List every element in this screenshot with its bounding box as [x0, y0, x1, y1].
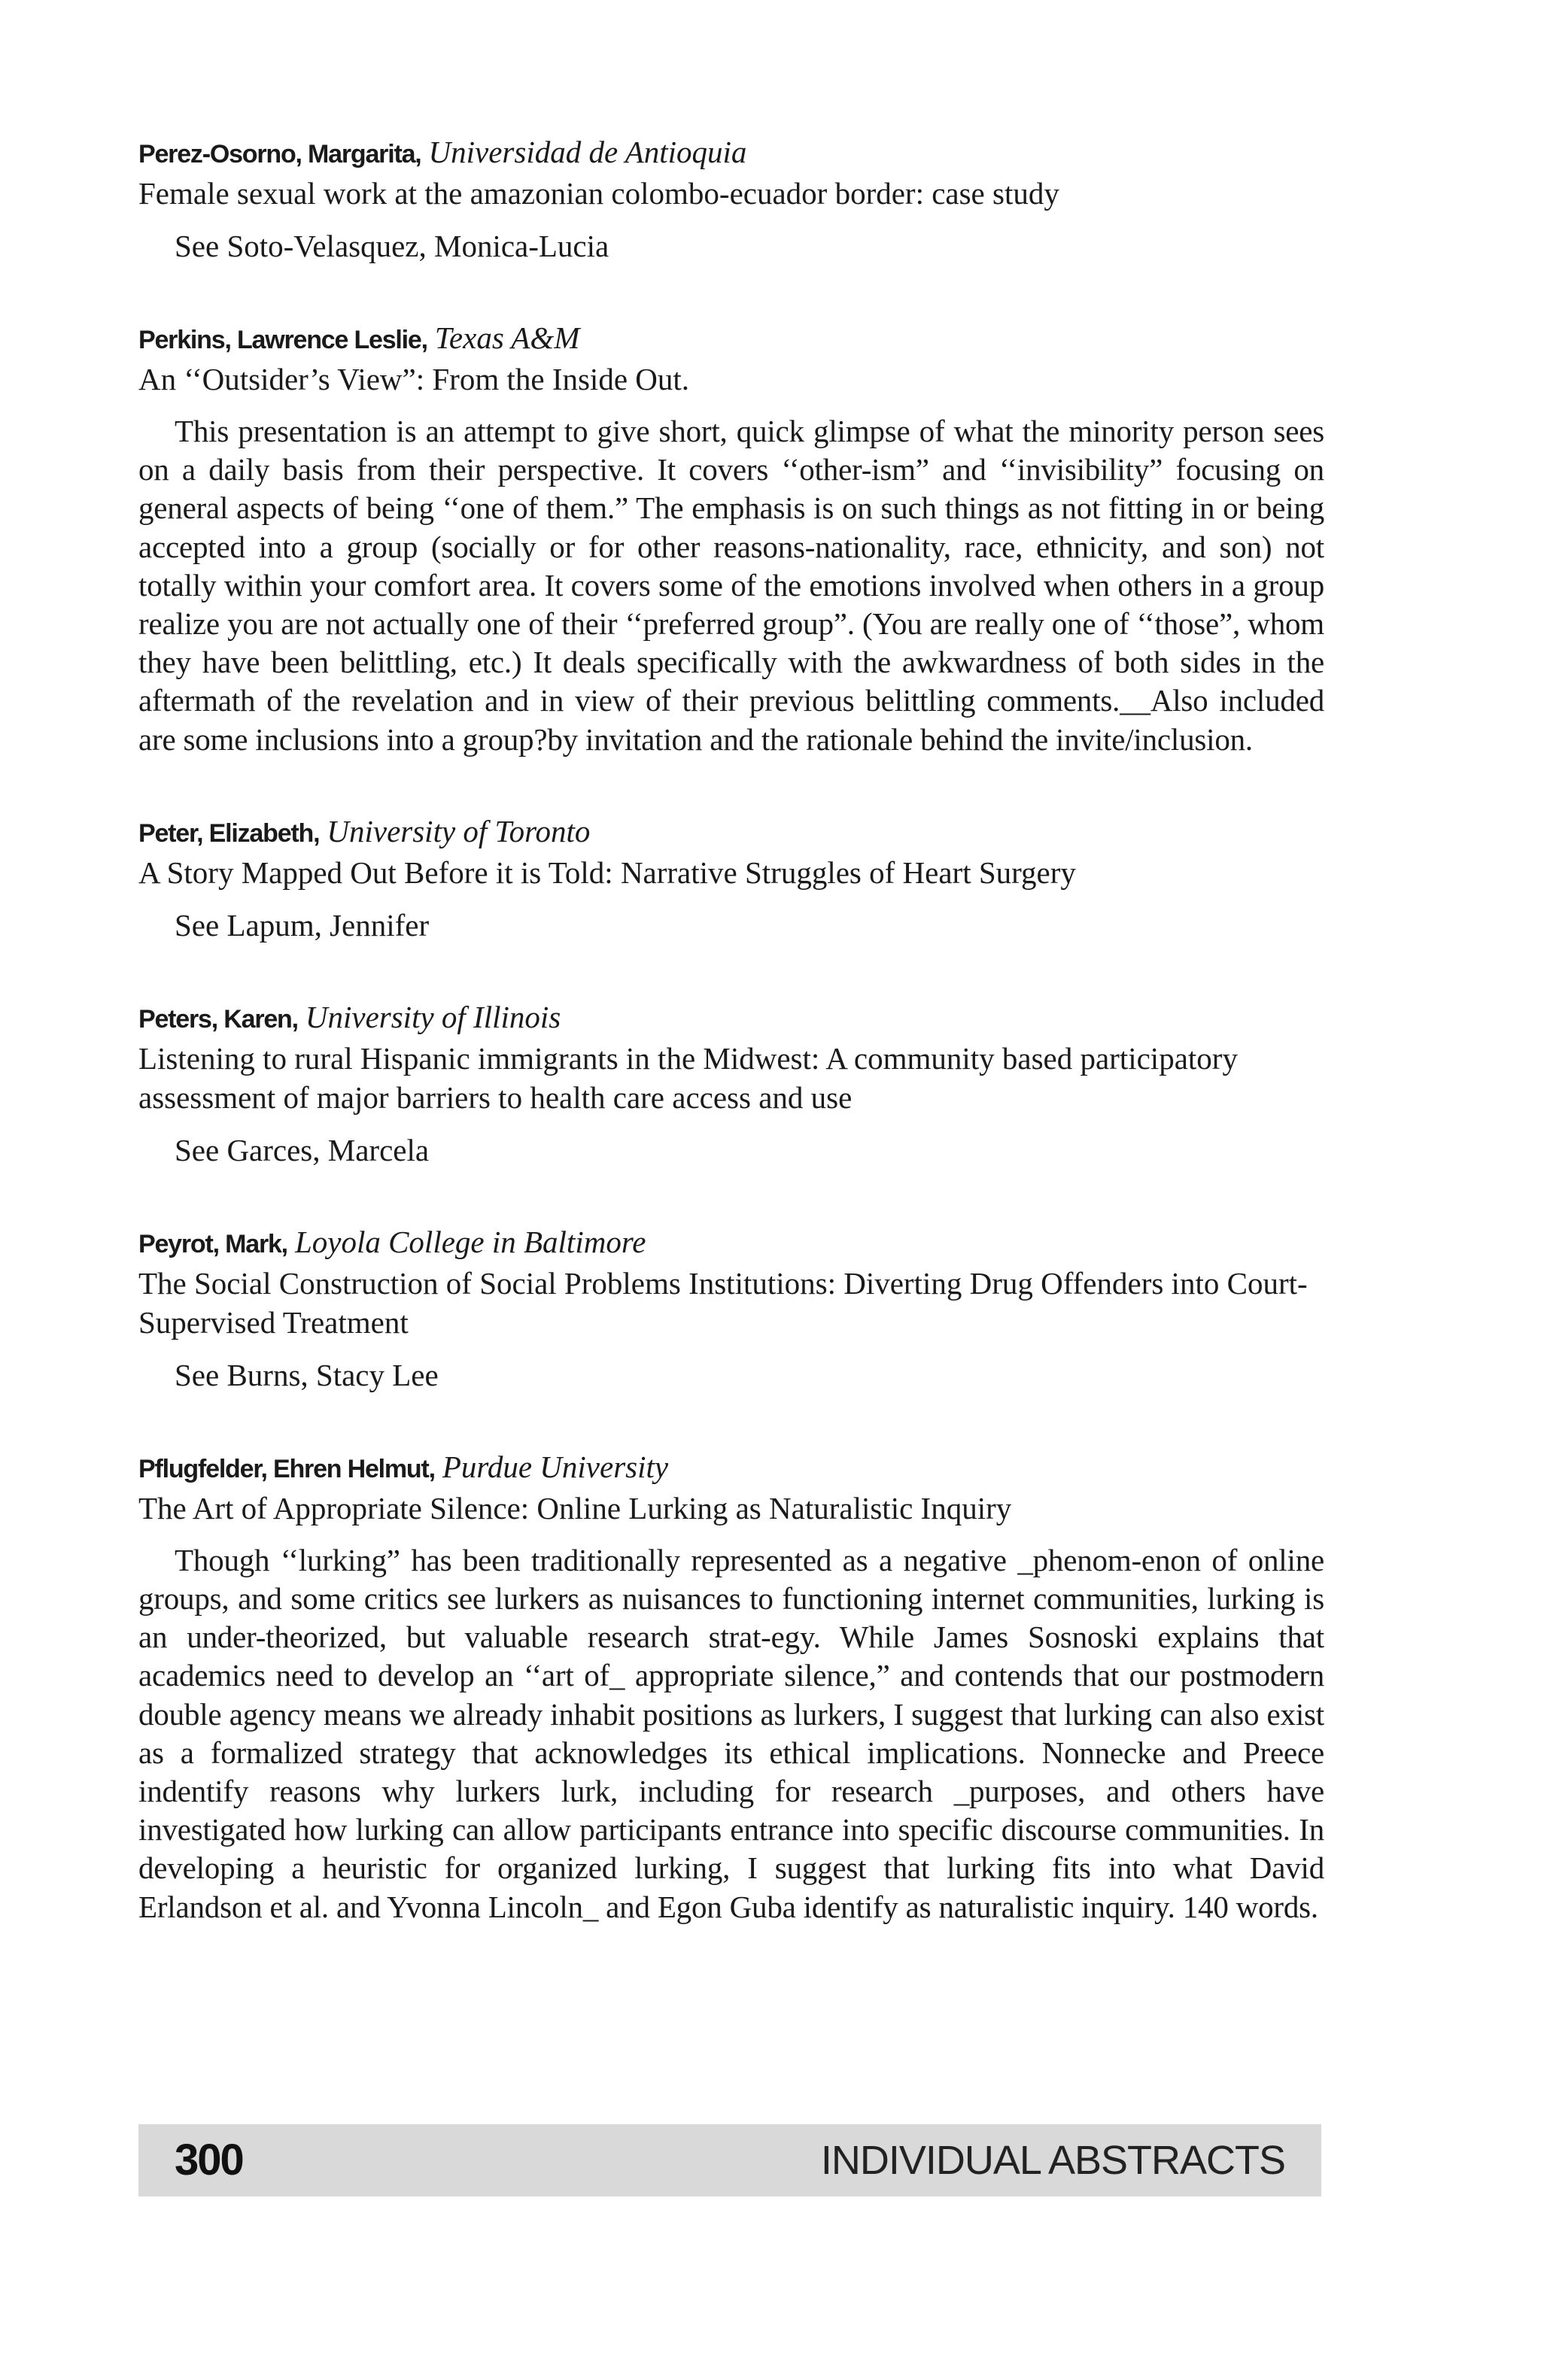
section-title: INDIVIDUAL ABSTRACTS: [820, 2138, 1285, 2183]
abstract-body: Though ‘‘lurking” has been traditionally represented as a negative _phenom-enon of online groups, and some critics see lurkers as nuisances to functioning internet communities, lurking is an under-theorized, but valuable research strat-egy. While James Sosnoski explains that academics need to develop an ‘‘art of_ appropriate silence,” and contends that our postmodern double agency means we already inhabit positions as lurkers, I suggest that lurking can also exist as a formalized strategy that acknowledges its ethical implications. Nonnecke and Preece indentify reasons why lurkers lurk, including for research _purposes, and others have investigated how lurking can allow participants entrance into specific discourse communities. In developing a heuristic for organized lurking, I suggest that lurking fits into what David Erlandson et al. and Yvonna Lincoln_ and Egon Guba identify as naturalistic inquiry. 140 words.: [138, 1542, 1324, 1924]
abstract-title: Female sexual work at the amazonian colombo-ecuador border: case study: [138, 176, 1059, 211]
entry-heading: [138, 997, 1324, 1039]
entry-heading: [138, 1222, 1324, 1264]
entry-heading: [138, 812, 1324, 853]
author-name: Peyrot, Mark,: [138, 1229, 287, 1258]
author-name: Peters, Karen,: [138, 1004, 298, 1034]
abstract-body: This presentation is an attempt to give short, quick glimpse of what the minority person sees on a daily basis from their perspective. It covers ‘‘other-ism” and ‘‘invisibility” focusing on general aspects of being ‘‘one of them.” The emphasis is on such things as not fitting in or being accepted into a group (socially or for other reasons-nationality, race, ethnicity, and son) not totally within your comfort area. It covers some of the emotions involved when others in a group realize you are not actually one of their ‘‘preferred group”. (You are really one of ‘‘those”, whom they have been belittling, etc.) It deals specifically with the awkwardness of both sides in the aftermath of the revelation and in view of their previous belittling comments.__Also included are some inclusions into a group?by invitation and the rationale behind the invite/inclusion.: [138, 414, 1324, 757]
author-name: Perkins, Lawrence Leslie,: [138, 326, 427, 354]
page-number: 300: [175, 2136, 243, 2184]
author-affiliation: University of Toronto: [327, 813, 591, 848]
author-affiliation: Purdue University: [442, 1449, 669, 1484]
entry-heading: [138, 318, 1324, 360]
author-affiliation: University of Illinois: [305, 999, 561, 1034]
author-name: Peter, Elizabeth,: [138, 818, 320, 848]
entry-heading: [138, 132, 1324, 174]
abstract-title: The Social Construction of Social Problems Institutions: Diverting Drug Offenders into Court-Supervised Treatment: [138, 1265, 1308, 1340]
author-affiliation: Texas A&M: [434, 320, 580, 355]
author-affiliation: Loyola College in Baltimore: [294, 1224, 646, 1259]
author-name: Perez-Osorno, Margarita,: [138, 140, 421, 168]
see-reference: See Lapum, Jennifer: [175, 907, 430, 943]
abstract-title: The Art of Appropriate Silence: Online Lurking as Naturalistic Inquiry: [138, 1490, 1012, 1525]
entry-heading: [138, 1447, 1324, 1489]
abstract-entry: [138, 1222, 1324, 1395]
abstract-entry: [138, 132, 1324, 266]
abstract-title: A Story Mapped Out Before it is Told: Narrative Struggles of Heart Surgery: [138, 855, 1076, 890]
abstract-entry: [138, 318, 1324, 759]
see-reference: See Soto-Velasquez, Monica-Lucia: [175, 229, 609, 263]
abstracts-list: [138, 132, 1324, 1979]
abstract-entry: [138, 997, 1324, 1170]
author-name: Pflugfelder, Ehren Helmut,: [138, 1454, 435, 1483]
abstract-title: An ‘‘Outsider’s View”: From the Inside Out.: [138, 362, 690, 396]
page-footer-bar: [138, 2124, 1321, 2196]
see-reference: See Garces, Marcela: [175, 1132, 430, 1167]
author-affiliation: Universidad de Antioquia: [428, 135, 747, 169]
see-reference: See Burns, Stacy Lee: [175, 1357, 439, 1392]
abstract-entry: [138, 1447, 1324, 1926]
abstract-entry: [138, 812, 1324, 945]
abstract-title: Listening to rural Hispanic immigrants in the Midwest: A community based participatory assessment of major barriers to health care access and use: [138, 1040, 1238, 1115]
